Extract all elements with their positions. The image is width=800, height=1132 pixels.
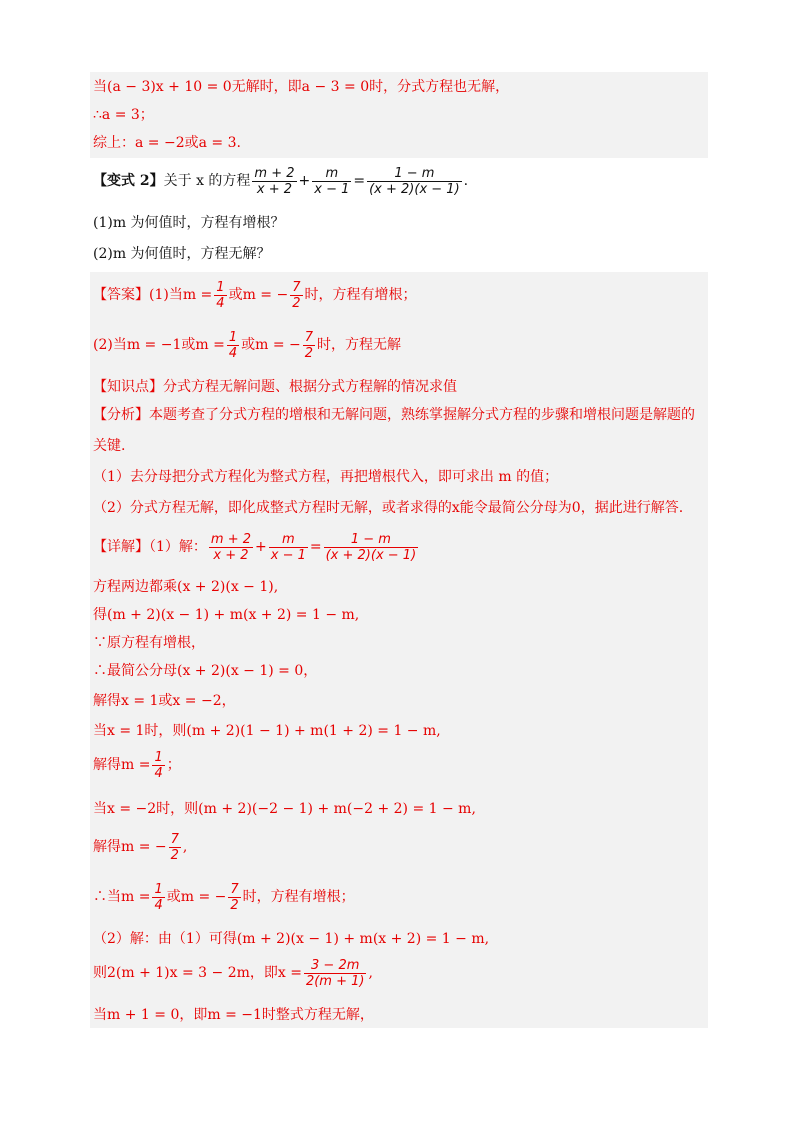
fraction: $\frac{1 - m}{(x + 2)(x - 1)}$ [325,531,417,563]
fraction: $\frac{1}{4}$ [154,749,163,781]
fraction: $\frac{1}{4}$ [154,881,163,913]
answer-line-2: (2)当m = −1或m = $\frac{1}{4}$ 或m = − $\frac{7}{2}$ 时，方程无解 [93,329,402,361]
analysis-line: （1）去分母把分式方程化为整式方程，再把增根代入，即可求出 m 的值； [93,469,559,485]
detail-line: 解得x = 1或x = −2， [93,693,236,709]
knowledge-point: 【知识点】分式方程无解问题、根据分式方程解的情况求值 [93,379,457,395]
detail-label: 【详解】 [93,539,149,555]
solution-line: ∴a = 3； [93,107,154,123]
fraction: $\frac{m + 2}{x + 2}$ [254,165,295,197]
detail-line: 当m + 1 = 0，即m = −1时整式方程无解， [93,1007,374,1023]
detail-line: 则2(m + 1)x = 3 − 2m，即x = $\frac{3 - 2m}{2(m + 1)}$ , [93,957,373,989]
detail-line: 解得m = $\frac{1}{4}$ ； [93,749,181,781]
detail-line: 解得m = − $\frac{7}{2}$ , [93,831,188,863]
fraction: $\frac{7}{2}$ [170,831,179,863]
fraction: $\frac{7}{2}$ [230,881,239,913]
fraction: $\frac{m + 2}{x + 2}$ [210,531,252,563]
problem-statement: 【变式 2】关于 x 的方程 $\frac{m + 2}{x + 2}$ + $\frac{m}{x - 1}$ = $\frac{1 - m}{(x + 2)(x - 1)}$ . [93,165,469,197]
analysis-line: 关键. [93,438,126,454]
fraction: $\frac{1}{4}$ [228,329,238,361]
detail-line: 方程两边都乘(x + 2)(x − 1), [93,579,279,595]
solution-line: 当(a − 3)x + 10 = 0无解时，即a − 3 = 0时，分式方程也无解， [93,79,510,95]
detail-line: 当x = 1时，则(m + 2)(1 − 1) + m(1 + 2) = 1 − m, [93,723,441,739]
detail-line: ∵原方程有增根， [93,635,205,651]
analysis-line: 【分析】本题考查了分式方程的增根和无解问题，熟练掌握解分式方程的步骤和增根问题是解题的 [93,407,695,423]
answer-label: 【答案】 [93,287,149,303]
fraction: $\frac{m}{x - 1}$ [314,165,350,197]
fraction: $\frac{1 - m}{(x + 2)(x - 1)}$ [369,165,460,197]
analysis-line: （2）分式方程无解，即化成整式方程时无解，或者求得的x能令最简公分母为0，据此进行解答. [93,500,684,516]
problem-intro: 关于 x 的方程 [163,173,251,189]
detail-line: 【详解】（1）解： $\frac{m + 2}{x + 2}$ + $\frac{m}{x - 1}$ = $\frac{1 - m}{(x + 2)(x - 1)}$ [93,531,417,563]
solution-line: 综上：a = −2或a = 3. [93,135,241,151]
fraction: $\frac{3 - 2m}{2(m + 1)}$ [305,957,365,989]
detail-line: 当x = −2时，则(m + 2)(−2 − 1) + m(−2 + 2) = 1 − m, [93,801,476,817]
question-2: (2)m 为何值时，方程无解？ [93,246,271,262]
problem-label: 【变式 2】 [93,173,164,189]
detail-line: ∴最简公分母(x + 2)(x − 1) = 0， [93,663,318,679]
detail-line: 得(m + 2)(x − 1) + m(x + 2) = 1 − m, [93,607,360,623]
question-1: (1)m 为何值时，方程有增根？ [93,215,285,231]
fraction: $\frac{1}{4}$ [216,279,225,311]
answer-line-1: 【答案】(1)当m = $\frac{1}{4}$ 或m = − $\frac{7}{2}$ 时，方程有增根； [93,279,417,311]
fraction: $\frac{m}{x - 1}$ [270,531,306,563]
fraction: $\frac{7}{2}$ [304,329,314,361]
fraction: $\frac{7}{2}$ [292,279,301,311]
detail-line: ∴当m = $\frac{1}{4}$ 或m = − $\frac{7}{2}$ 时，方程有增根； [93,881,355,913]
detail-line: （2）解：由（1）可得(m + 2)(x − 1) + m(x + 2) = 1 − m, [93,931,490,947]
